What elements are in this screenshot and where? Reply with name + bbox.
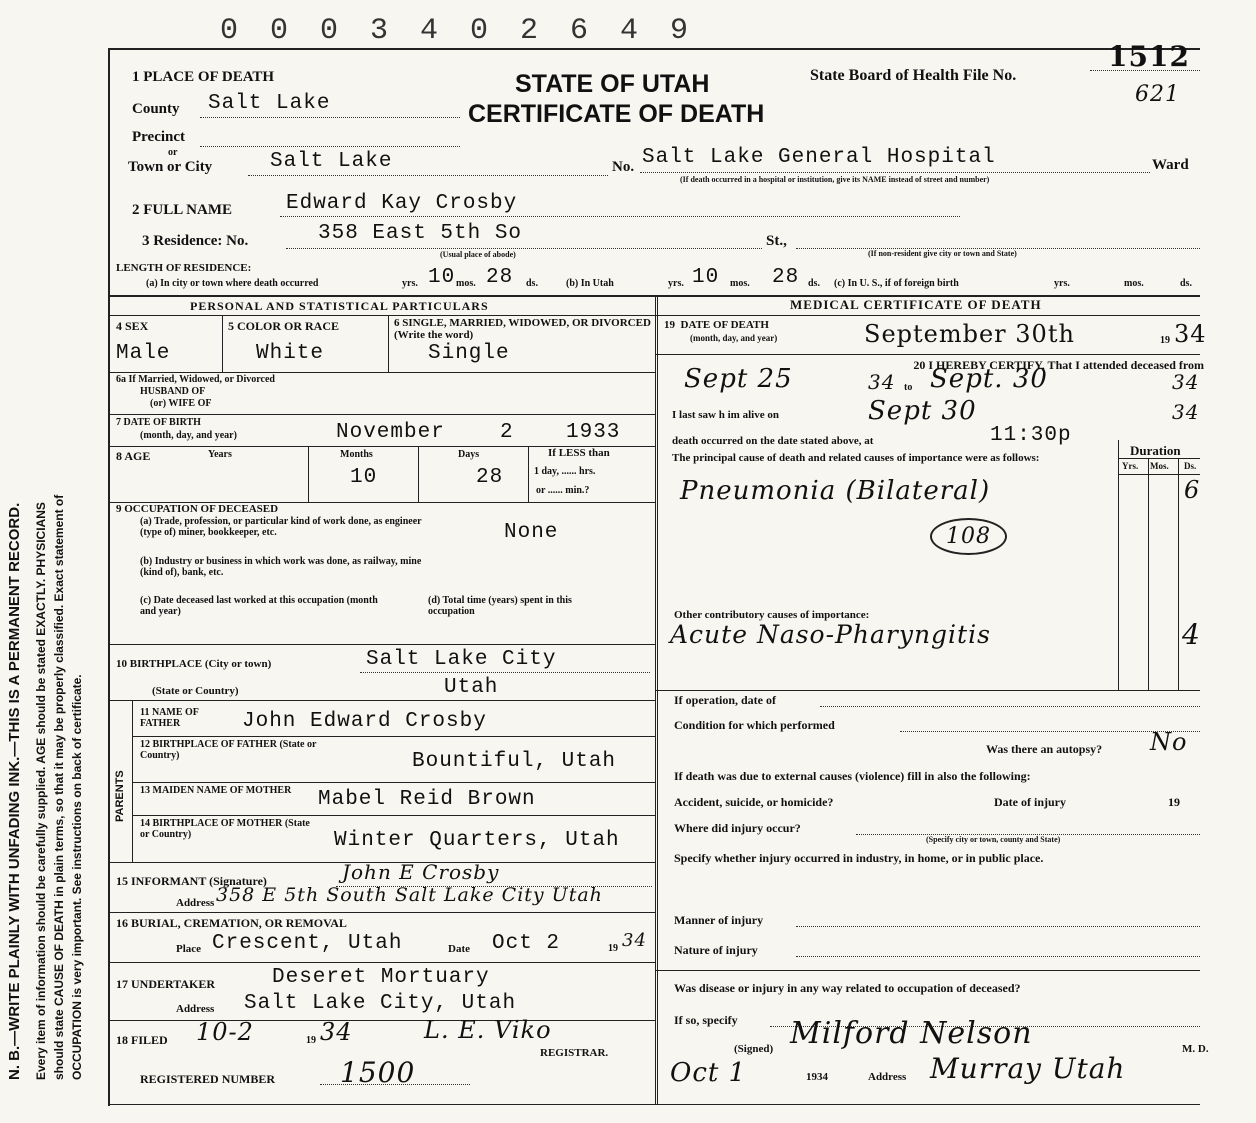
res-c-mos-label: mos.	[1124, 278, 1144, 289]
res-a-yrs: 10	[428, 266, 456, 289]
full-name-label: 2 FULL NAME	[132, 202, 233, 218]
nonres-note: (If non-resident give city or town and State)	[868, 249, 1017, 258]
manner-label: Manner of injury	[674, 913, 764, 927]
file-number: 1512	[1108, 40, 1190, 73]
age-div-1	[308, 446, 309, 502]
days-label: Days	[458, 449, 480, 460]
town-line	[248, 175, 608, 176]
street-label: St.,	[766, 233, 787, 249]
filed-date: 10-2	[196, 1018, 254, 1046]
cause-days: 6	[1184, 476, 1201, 504]
undertaker-address-label: Address	[176, 1003, 215, 1015]
cause-code: 108	[930, 518, 1007, 555]
residence-label: 3 Residence: No.	[142, 233, 249, 249]
state-title: STATE OF UTAH	[515, 70, 710, 98]
external-label: If death was due to external causes (violence) fill in also the following:	[674, 769, 1031, 783]
burial-year-prefix: 19	[608, 943, 618, 954]
res-b-mos: 28	[772, 266, 800, 289]
birthplace-label: 10 BIRTHPLACE (City or town)	[116, 658, 272, 670]
dod-label-1: 19 DATE OF DEATH	[664, 319, 769, 331]
center-divider	[655, 295, 658, 1105]
spouse-label-3: (or) WIFE OF	[150, 398, 212, 409]
sign-date: Oct 1	[670, 1058, 747, 1088]
filed-label: 18 FILED	[116, 1033, 168, 1047]
father-bp-value: Bountiful, Utah	[412, 750, 617, 773]
personal-heading: PERSONAL AND STATISTICAL PARTICULARS	[190, 299, 489, 313]
md-label: M. D.	[1182, 1043, 1209, 1055]
duration-div-1	[1118, 440, 1119, 690]
contrib-value: Acute Naso-Pharyngitis	[670, 620, 991, 649]
no-label: No.	[612, 159, 635, 175]
duration-line	[1118, 458, 1200, 459]
dur-ds: Ds.	[1184, 461, 1197, 471]
less-label: If LESS than	[548, 447, 610, 459]
top-border	[108, 48, 1200, 50]
mother-value: Mabel Reid Brown	[318, 788, 536, 811]
med-line-injury	[655, 970, 1200, 971]
res-b-mos-label: mos.	[730, 278, 750, 289]
hospital-note: (If death occurred in a hospital or institution, give its NAME instead of street and number)	[680, 175, 990, 184]
reg-no-line	[320, 1084, 470, 1085]
where-label: Where did injury occur?	[674, 821, 801, 835]
contrib-days: 4	[1182, 618, 1201, 651]
res-b-yrs-label: yrs.	[668, 278, 684, 289]
autopsy-label: Was there an autopsy?	[986, 742, 1103, 756]
informant-address: 358 E 5th South Salt Lake City Utah	[216, 884, 603, 906]
filed-year: 34	[320, 1018, 353, 1046]
hospital-line	[640, 172, 1150, 173]
res-b-label: (b) In Utah	[566, 278, 614, 289]
marital-label: 6 SINGLE, MARRIED, WIDOWED, OR DIVORCED (Write the word)	[394, 317, 651, 341]
spouse-label-1: 6a If Married, Widowed, or Divorced	[116, 374, 275, 385]
row-line-10	[108, 700, 655, 701]
certify-label: 20 I HEREBY CERTIFY, That I attended deceased from	[913, 358, 1204, 372]
burial-date: Oct 2	[492, 932, 561, 955]
age-months: 10	[350, 466, 378, 489]
occ-heading: 9 OCCUPATION OF DECEASED	[116, 503, 279, 515]
duration-line-2	[1118, 474, 1200, 475]
operation-label: If operation, date of	[674, 693, 776, 707]
undertaker-label: 17 UNDERTAKER	[116, 977, 216, 991]
sex-label: 4 SEX	[116, 319, 149, 333]
mother-bp-label: 14 BIRTHPLACE OF MOTHER (State or Country)	[140, 818, 310, 840]
last-saw-year: 34	[1172, 400, 1200, 424]
occurred-label: death occurred on the date stated above, at	[672, 435, 874, 447]
county-label: County	[132, 101, 180, 117]
side-note-2: Every item of information should be carefully supplied. AGE should be stated EXACTLY. PHYSICIANS	[34, 502, 48, 1080]
medical-heading: MEDICAL CERTIFICATE OF DEATH	[790, 297, 1042, 312]
occ-c-label: (c) Date deceased last worked at this occupation (month and year)	[140, 595, 378, 617]
dob-month: November	[336, 421, 445, 444]
res-a-mos: 28	[486, 266, 514, 289]
row-line-17	[108, 1020, 655, 1021]
registrar-signature: L. E. Viko	[424, 1016, 552, 1044]
registrar-label: REGISTRAR.	[540, 1047, 609, 1059]
contrib-label: Other contributory causes of importance:	[674, 609, 870, 621]
res-a-ds-label: ds.	[526, 278, 538, 289]
attended-from: Sept 25	[684, 364, 793, 394]
res-a-yrs-label: yrs.	[402, 278, 418, 289]
mother-label: 13 MAIDEN NAME OF MOTHER	[140, 785, 292, 796]
dod-value: September 30th	[864, 320, 1075, 348]
ward-label: Ward	[1152, 157, 1189, 173]
dob-label-2: (month, day, and year)	[140, 430, 237, 441]
last-saw-label: I last saw h im alive on	[672, 409, 779, 421]
residence-line	[286, 248, 762, 249]
sign-year: 1934	[806, 1071, 828, 1083]
occ-b-label: (b) Industry or business in which work was done, as railway, mine (kind of), bank, etc.	[140, 556, 422, 578]
father-bp-label: 12 BIRTHPLACE OF FATHER (State or Country)	[140, 739, 317, 761]
occ-value: None	[504, 521, 559, 544]
dob-day: 2	[500, 421, 514, 444]
months-label: Months	[340, 449, 373, 460]
row-line-6	[108, 372, 655, 373]
precinct-line	[200, 146, 460, 147]
father-label: 11 NAME OF FATHER	[140, 707, 199, 729]
dur-mos: Mos.	[1150, 461, 1169, 471]
precinct-label: Precinct	[132, 129, 186, 145]
operation-line	[820, 706, 1200, 707]
spouse-label-2: HUSBAND OF	[140, 386, 206, 397]
burial-date-label: Date	[448, 943, 470, 955]
duration-div-2	[1148, 458, 1149, 690]
burial-year: 34	[622, 930, 647, 951]
death-time: 11:30p	[990, 424, 1072, 447]
cause-label: The principal cause of death and related causes of importance were as follows:	[672, 452, 1040, 464]
burial-label: 16 BURIAL, CREMATION, OR REMOVAL	[116, 916, 347, 930]
birthplace-city: Salt Lake City	[366, 648, 557, 671]
row-line-9	[108, 644, 655, 645]
accident-label: Accident, suicide, or homicide?	[674, 795, 834, 809]
dur-yrs: Yrs.	[1122, 461, 1139, 471]
age-label: 8 AGE	[116, 449, 151, 463]
dod-year-prefix: 19	[1160, 335, 1170, 346]
burial-place: Crescent, Utah	[212, 932, 403, 955]
side-note-4: OCCUPATION is very important. See instructions on back of certificate.	[70, 674, 84, 1080]
sex-value: Male	[116, 342, 171, 365]
specify-label: Specify whether injury occurred in industry, in home, or in public place.	[674, 851, 1044, 865]
cause-value: Pneumonia (Bilateral)	[680, 476, 991, 506]
undertaker-value: Deseret Mortuary	[272, 966, 490, 989]
file-label: State Board of Health File No.	[810, 67, 1017, 84]
row-line-16	[108, 962, 655, 963]
age-div-3	[528, 446, 529, 502]
row-line-12	[132, 782, 655, 783]
res-b-yrs: 10	[692, 266, 720, 289]
duration-label: Duration	[1130, 443, 1181, 458]
informant-address-label: Address	[176, 897, 215, 909]
to-year: 34	[1172, 370, 1200, 394]
section-sub-line	[108, 315, 1200, 316]
full-name-value: Edward Kay Crosby	[286, 192, 518, 215]
row-line-6a	[108, 414, 655, 415]
last-saw-date: Sept 30	[868, 396, 977, 426]
reg-no-label: REGISTERED NUMBER	[140, 1072, 276, 1086]
usual-note: (Usual place of abode)	[440, 250, 516, 259]
autopsy-value: No	[1150, 728, 1188, 756]
med-line-cause	[655, 690, 1200, 691]
or-label: or	[168, 147, 178, 158]
duration-div-3	[1178, 458, 1179, 690]
marital-value: Single	[428, 342, 510, 365]
certificate-title: CERTIFICATE OF DEATH	[468, 100, 765, 128]
county-value: Salt Lake	[208, 92, 331, 115]
color-value: White	[256, 342, 325, 365]
med-line-19	[655, 354, 1200, 355]
age-days: 28	[476, 466, 504, 489]
injury-year: 19	[1168, 795, 1180, 809]
from-year: 34	[868, 370, 896, 394]
res-a-label: (a) In city or town where death occurred	[146, 278, 319, 289]
file-line	[1090, 70, 1200, 71]
residence-value: 358 East 5th So	[318, 222, 523, 245]
undertaker-address: Salt Lake City, Utah	[244, 992, 517, 1015]
reg-no-value: 1500	[340, 1056, 416, 1089]
dod-year: 34	[1174, 320, 1207, 348]
color-divider	[388, 315, 389, 372]
dob-label-1: 7 DATE OF BIRTH	[116, 417, 201, 428]
manner-line	[796, 926, 1200, 927]
row-line-11	[132, 736, 655, 737]
occ-d-label: (d) Total time (years) spent in this occupation	[428, 595, 572, 617]
state-country-label: (State or Country)	[152, 685, 239, 697]
color-label: 5 COLOR OR RACE	[228, 319, 340, 333]
disease-label: Was disease or injury in any way related to occupation of deceased?	[674, 981, 1021, 995]
physician-address-label: Address	[868, 1071, 907, 1083]
signed-label: (Signed)	[734, 1043, 774, 1055]
birthplace-line	[360, 672, 650, 673]
mother-bp-value: Winter Quarters, Utah	[334, 829, 620, 852]
parents-divider	[132, 700, 133, 862]
side-note-1: N. B.—WRITE PLAINLY WITH UNFADING INK.—THIS IS A PERMANENT RECORD.	[6, 502, 23, 1080]
day-hrs: 1 day, ...... hrs.	[534, 466, 596, 477]
where-note: (Specify city or town, county and State)	[926, 835, 1061, 844]
file-number-2: 621	[1135, 82, 1180, 107]
left-border	[108, 48, 110, 1106]
nature-line	[796, 956, 1200, 957]
if-so-label: If so, specify	[674, 1013, 738, 1027]
or-min: or ...... min.?	[536, 485, 590, 496]
full-name-line	[280, 216, 960, 217]
injury-date-label: Date of injury	[994, 795, 1066, 809]
row-line-15	[108, 912, 655, 913]
county-line	[200, 117, 460, 118]
bottom-border	[108, 1104, 1200, 1105]
sex-divider	[222, 315, 223, 372]
town-value: Salt Lake	[270, 150, 393, 173]
nature-label: Nature of injury	[674, 943, 758, 957]
years-label: Years	[208, 449, 232, 460]
res-c-label: (c) In U. S., if of foreign birth	[834, 278, 959, 289]
res-c-yrs-label: yrs.	[1054, 278, 1070, 289]
side-note-3: should state CAUSE OF DEATH in plain terms, so that it may be properly classified. Exact statement of	[52, 494, 66, 1080]
res-b-ds-label: ds.	[808, 278, 820, 289]
dob-year: 1933	[566, 421, 621, 444]
to-label: to	[904, 382, 913, 393]
occ-a-label: (a) Trade, profession, or particular kind of work done, as engineer (type of) miner, bookkeeper, etc.	[140, 516, 422, 538]
hospital-value: Salt Lake General Hospital	[642, 146, 996, 169]
length-label: LENGTH OF RESIDENCE:	[116, 262, 252, 274]
burial-place-label: Place	[176, 943, 202, 955]
filed-year-prefix: 19	[306, 1035, 316, 1046]
serial-number: 0 0 0 3 4 0 2 6 4 9	[220, 14, 696, 48]
father-value: John Edward Crosby	[242, 710, 487, 733]
parents-side-label: PARENTS	[114, 770, 126, 822]
town-label: Town or City	[128, 159, 213, 175]
age-div-2	[418, 446, 419, 502]
informant-label: 15 INFORMANT (Signature)	[116, 874, 267, 888]
condition-label: Condition for which performed	[674, 718, 835, 732]
row-line-13	[132, 815, 655, 816]
res-a-mos-label: mos.	[456, 278, 476, 289]
physician-signature: Milford Nelson	[790, 1016, 1033, 1051]
dod-label-2: (month, day, and year)	[690, 333, 778, 343]
attended-to: Sept. 30	[930, 364, 1048, 394]
place-heading: 1 PLACE OF DEATH	[132, 69, 275, 85]
informant-signature: John E Crosby	[342, 860, 500, 884]
res-c-ds-label: ds.	[1180, 278, 1192, 289]
physician-address: Murray Utah	[930, 1052, 1126, 1085]
birthplace-state: Utah	[444, 676, 499, 699]
